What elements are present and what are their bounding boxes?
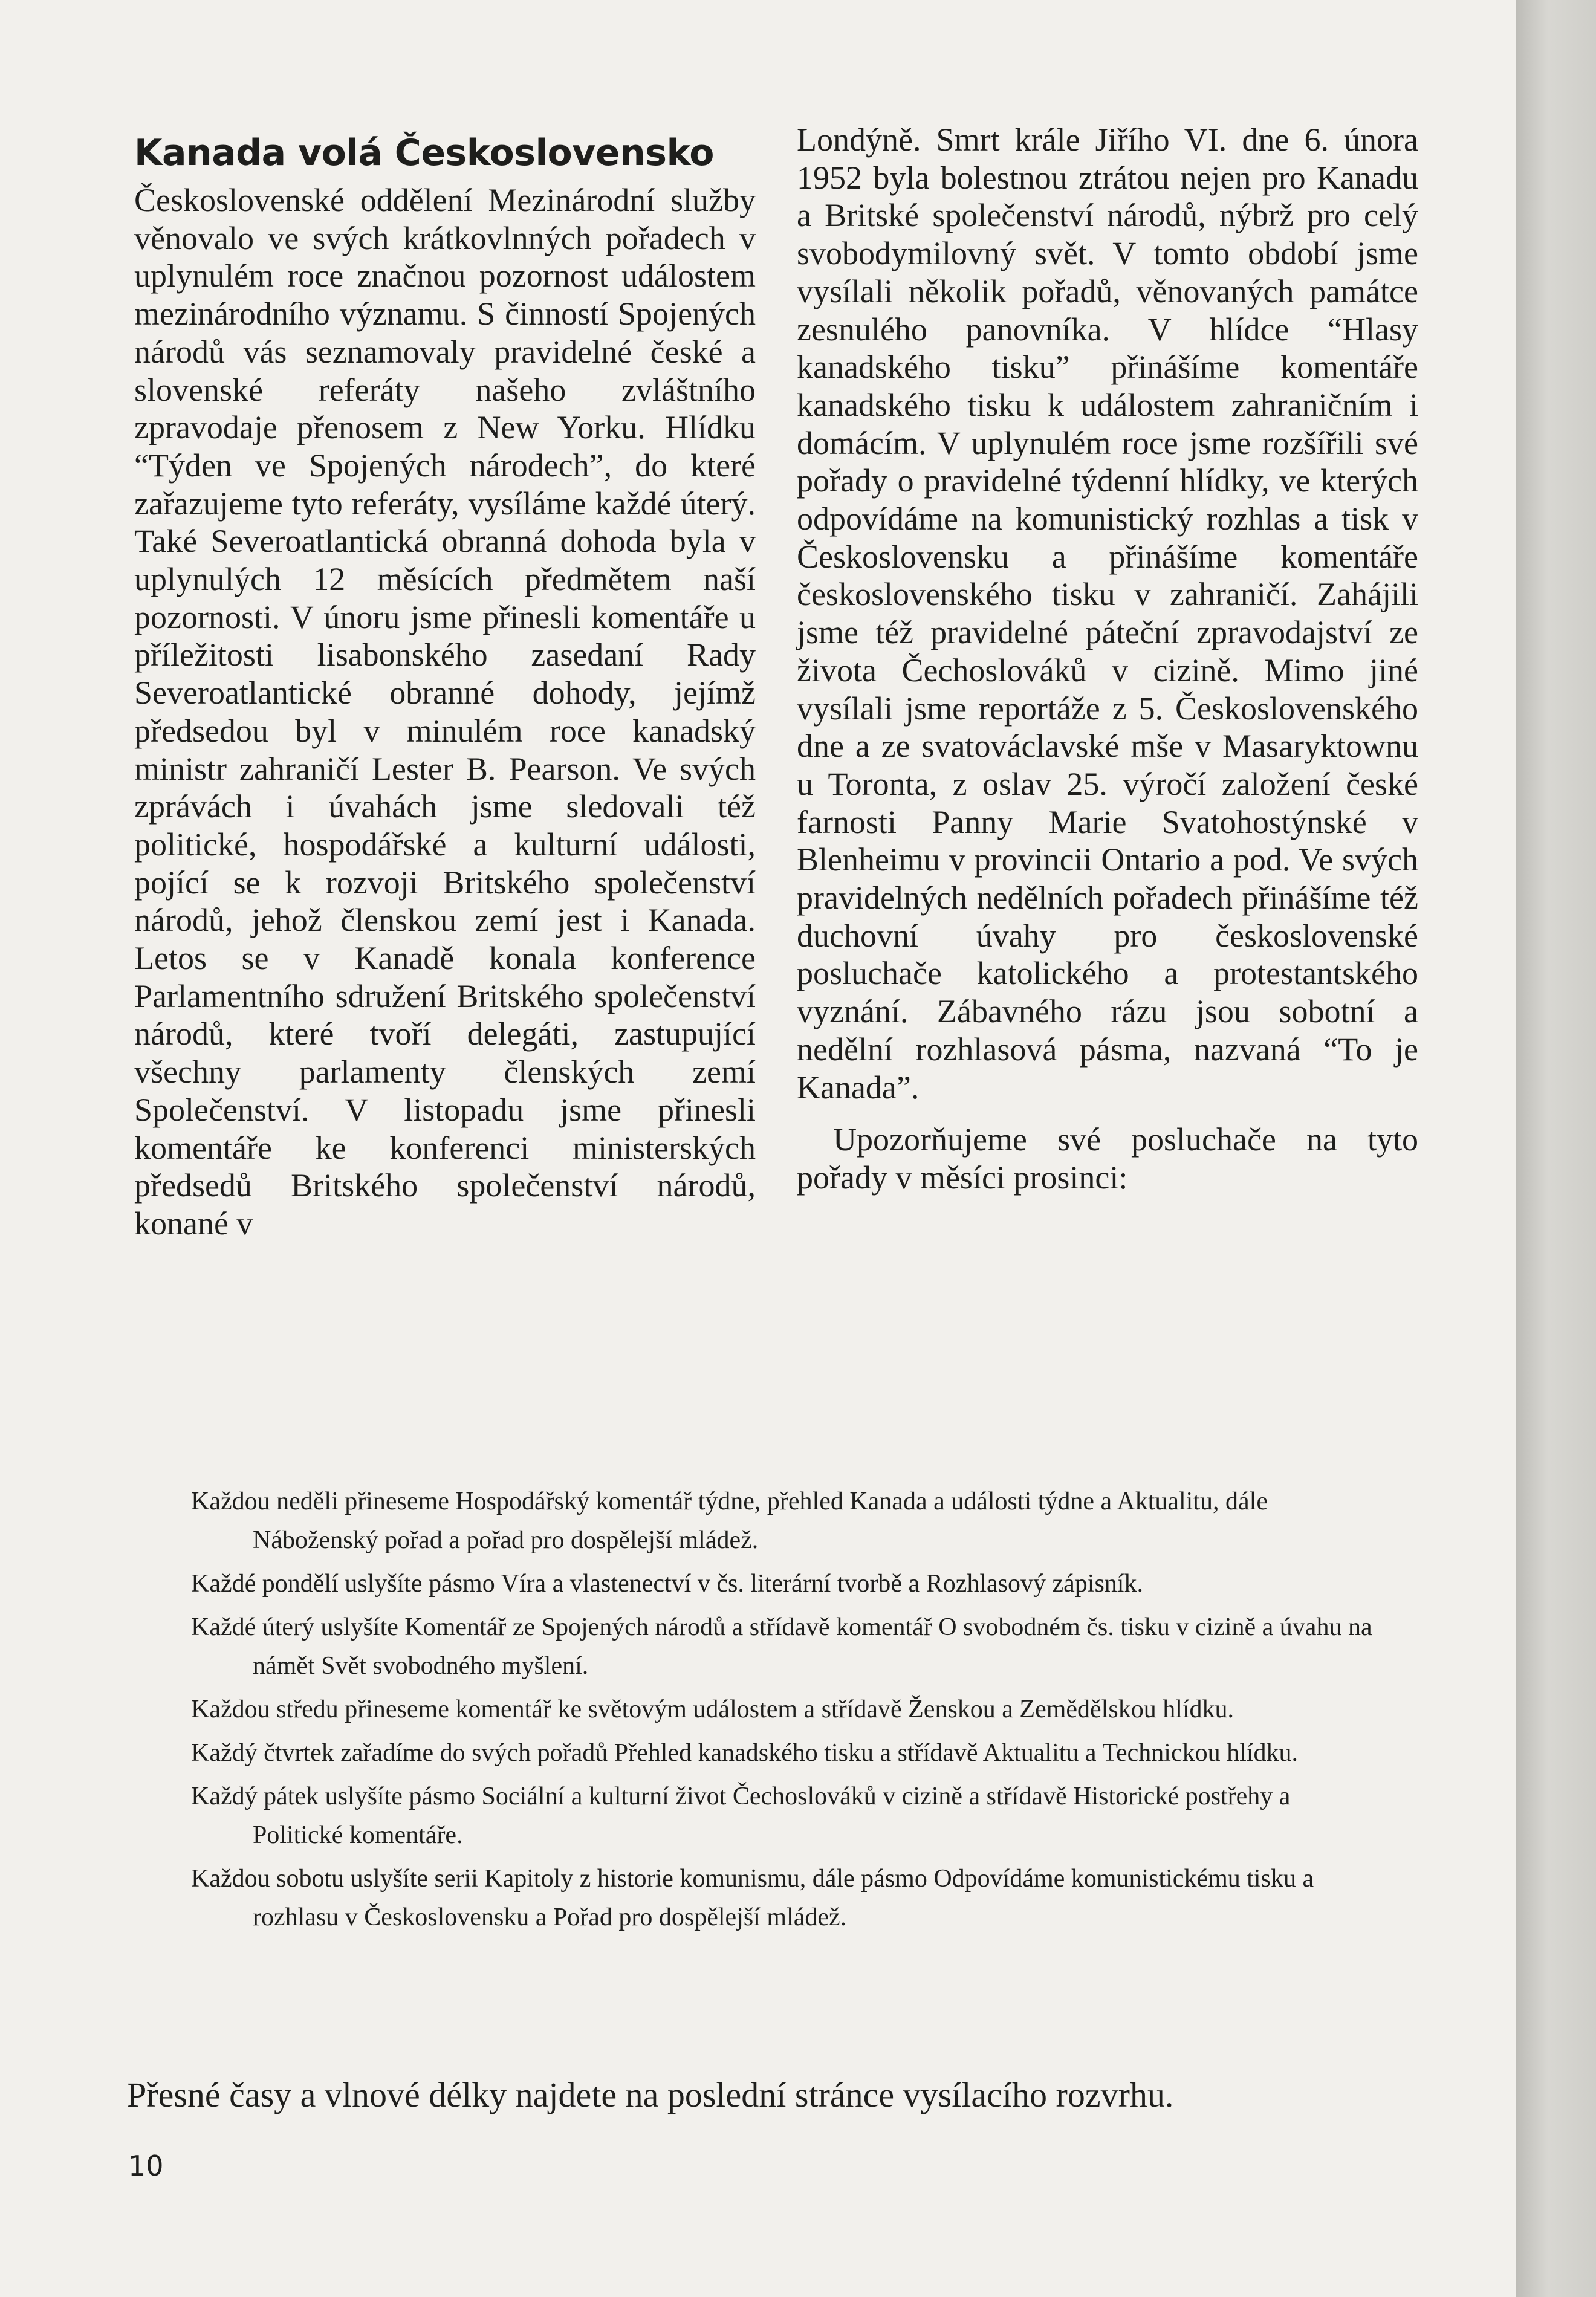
schedule-item-monday: Každé pondělí uslyšíte pásmo Víra a vlastenectví v čs. literární tvorbě a Rozhlasový zápisník.: [191, 1570, 1143, 1598]
schedule-item-friday: Každý pátek uslyšíte pásmo Sociální a kulturní život Čechoslováků v cizině a střídavě Historické postřehy a Politické komentáře.: [191, 1783, 1291, 1849]
schedule-item-wednesday: Každou středu přineseme komentář ke světovým událostem a střídavě Ženskou a Zemědělskou hlídku.: [191, 1696, 1234, 1723]
schedule-item-sunday: Každou neděli přineseme Hospodářský komentář týdne, přehled Kanada a události týdne a Aktualitu, dále Náboženský pořad a pořad pro dospělejší mládež.: [191, 1488, 1268, 1554]
right-column: [797, 121, 1418, 1197]
broadcast-schedule: [191, 1482, 1376, 1942]
adjacent-page-edge: [1516, 0, 1596, 2297]
right-column-text: Londýně. Smrt krále Jiřího VI. dne 6. února 1952 byla bolestnou ztrátou nejen pro Kanadu a Britské společenství národů, nýbrž pro celý svobodymilovný svět. V tomto období jsme vysílali několik pořadů, věnovaných památce zesnulého panovníka. V hlídce “Hlasy kanadského tisku” přinášíme komentáře kanadského tisku k událostem zahraničním i domácím. V uplynulém roce jsme rozšířili své pořady o pravidelné týdenní hlídky, ve kterých odpovídáme na komunistický rozhlas a tisk v Československu a přinášíme komentáře československého tisku v zahraničí. Zahájili jsme též pravidelné páteční zpravodajství ze života Čechoslováků v cizině. Mimo jiné vysílali jsme reportáže z 5. Československého dne a ze svatováclavské mše v Masaryktownu u Toronta, z oslav 25. výročí založení české farnosti Panny Marie Svatohostýnské v Blenheimu v provincii Ontario a pod. Ve svých pravidelných nedělních pořadech přinášíme též duchovní úvahy pro československé posluchače katolického a protestantského vyznání. Zábavného rázu jsou sobotní a nedělní rozhlasová pásma, nazvaná “To je Kanada”.: [797, 121, 1418, 1106]
closing-paragraph: Upozorňujeme své posluchače na tyto pořady v měsíci prosinci:: [797, 1121, 1418, 1196]
left-column: [134, 115, 756, 1243]
schedule-item-tuesday: Každé úterý uslyšíte Komentář ze Spojených národů a střídavě komentář O svobodném čs. tisku v cizině a úvahu na námět Svět svobodného myšlení.: [191, 1613, 1372, 1680]
article-title: Kanada volá Československo: [134, 132, 714, 174]
schedule-item-thursday: Každý čtvrtek zařadíme do svých pořadů Přehled kanadského tisku a střídavě Aktualitu a Technickou hlídku.: [191, 1739, 1298, 1767]
footer-note: Přesné časy a vlnové délky najdete na poslední stránce vysílacího rozvrhu.: [127, 2075, 1174, 2114]
page-number: 10: [128, 2150, 164, 2182]
schedule-item-saturday: Každou sobotu uslyšíte serii Kapitoly z historie komunismu, dále pásmo Odpovídáme komunistickému tisku a rozhlasu v Československu a Pořad pro dospělejší mládež.: [191, 1865, 1314, 1931]
left-column-text: Československé oddělení Mezinárodní služby věnovalo ve svých krátkovlnných pořadech v uplynulém roce značnou pozornost událostem mezinárodního významu. S činností Spojených národů vás seznamovaly pravidelné české a slovenské referáty našeho zvláštního zpravodaje přenosem z New Yorku. Hlídku “Týden ve Spojených národech”, do které zařazujeme tyto referáty, vysíláme každé úterý. Také Severoatlantická obranná dohoda byla v uplynulých 12 měsících předmětem naší pozornosti. V únoru jsme přinesli komentáře u příležitosti lisabonského zasedaní Rady Severoatlantické obranné dohody, jejímž předsedou byl v minulém roce kanadský ministr zahraničí Lester B. Pearson. Ve svých zprávách i úvahách jsme sledovali též politické, hospodářské a kulturní události, pojící se k rozvoji Britského společenství národů, jehož členskou zemí jest i Kanada. Letos se v Kanadě konala konference Parlamentního sdružení Britského společenství národů, které tvoří delegáti, zastupující všechny parlamenty členských zemí Společenství. V listopadu jsme přinesli komentáře ke konferenci ministerských předsedů Britského společenství národů, konané v: [134, 182, 756, 1242]
